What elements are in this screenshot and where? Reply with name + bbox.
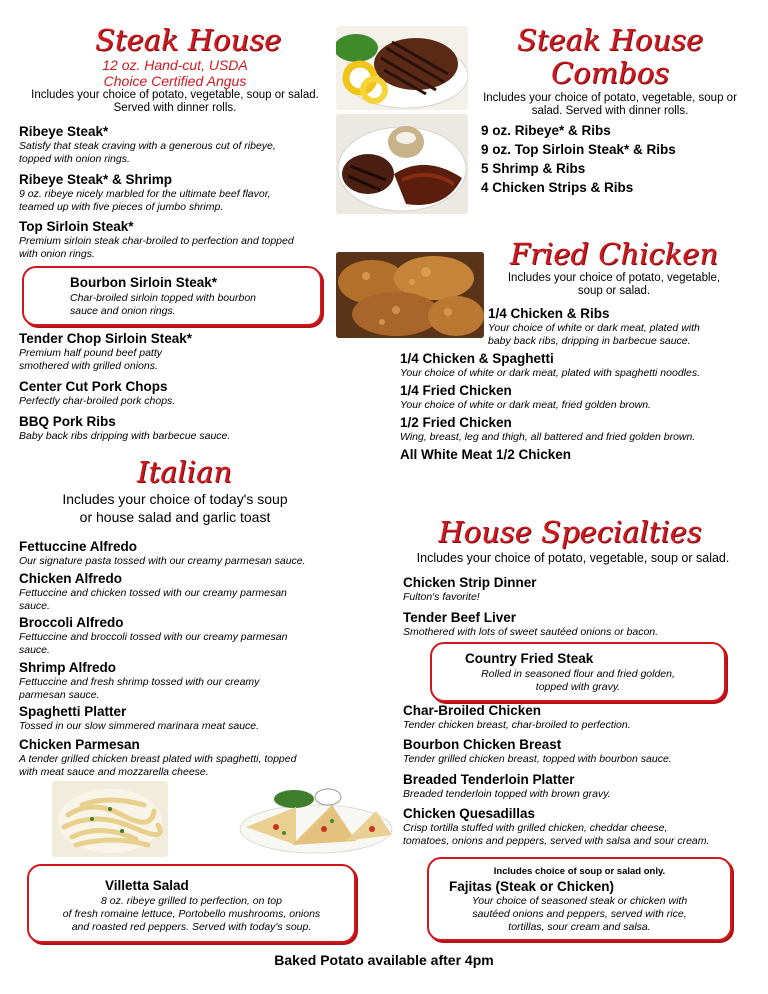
fried-chicken-photo (336, 252, 484, 338)
pasta-photo (52, 781, 168, 857)
menu-item (19, 737, 296, 778)
item-desc: Premium sirloin steak char-broiled to perfection and topped (19, 235, 294, 247)
combo-item: 9 oz. Top Sirloin Steak* & Ribs (481, 142, 676, 157)
menu-item (400, 383, 651, 412)
menu-item (400, 415, 695, 444)
menu-item (19, 615, 287, 656)
item-name: Ribeye Steak* & Shrimp (19, 172, 173, 187)
menu-item (19, 219, 294, 260)
menu-item (403, 610, 658, 639)
item-desc: with meat sauce and mozzarella cheese. (19, 765, 209, 778)
menu-item (19, 704, 259, 733)
menu-item (19, 571, 287, 612)
item-name: Villetta Salad (105, 878, 189, 893)
chicken-intro-2: soup or salad. (577, 285, 651, 297)
item-desc: teamed up with five pieces of jumbo shrimp. (19, 200, 224, 213)
menu-item (19, 379, 175, 408)
steak-intro-2: Served with dinner rolls. (113, 102, 237, 114)
item-desc: Fettuccine and fresh shrimp tossed with our creamy (19, 676, 260, 688)
item-desc: tomatoes, onions and peppers, served with salsa and sour cream. (403, 834, 710, 847)
italian-intro-2: or house salad and garlic toast (79, 509, 271, 525)
item-desc: smothered with grilled onions. (19, 359, 158, 372)
menu-item (403, 806, 709, 847)
item-name: Tender Chop Sirloin Steak* (19, 331, 193, 346)
item-name: Broccoli Alfredo (19, 615, 124, 630)
item-name: BBQ Pork Ribs (19, 414, 116, 429)
item-desc: A tender grilled chicken breast plated with spaghetti, topped (19, 753, 297, 765)
item-name: Country Fried Steak (465, 651, 594, 666)
item-name: All White Meat 1/2 Chicken (400, 447, 572, 462)
item-name: Tender Beef Liver (403, 610, 517, 625)
item-desc: and roasted red peppers. Served with today's soup. (71, 921, 312, 933)
item-desc: topped with gravy. (535, 681, 621, 693)
item-name: Bourbon Sirloin Steak* (70, 275, 218, 290)
menu-item (488, 306, 700, 347)
item-name: 1/4 Fried Chicken (400, 383, 512, 398)
item-desc: Char-broiled sirloin topped with bourbon (70, 292, 257, 304)
item-name: Spaghetti Platter (19, 704, 127, 719)
item-name: Fettuccine Alfredo (19, 539, 138, 554)
menu-item (403, 772, 611, 801)
item-name: Bourbon Chicken Breast (403, 737, 562, 752)
item-desc: Fettuccine and broccoli tossed with our creamy parmesan (19, 631, 288, 643)
steak-house-heading: Steak House (95, 23, 282, 57)
item-desc: Our signature pasta tossed with our creamy parmesan sauce. (19, 555, 306, 567)
item-desc: topped with onion rings. (19, 152, 130, 165)
item-name: Chicken Quesadillas (403, 806, 536, 821)
combo-photo (336, 114, 468, 214)
item-name: Shrimp Alfredo (19, 660, 117, 675)
combos-intro-1: Includes your choice of potato, vegetable, soup or (483, 92, 737, 104)
item-desc: Crisp tortilla stuffed with grilled chicken, cheddar cheese, (403, 822, 668, 834)
item-desc: sauce and onion rings. (70, 305, 176, 317)
item-name: Chicken Parmesan (19, 737, 140, 752)
item-name: 1/4 Chicken & Ribs (488, 306, 610, 321)
item-desc: Your choice of white or dark meat, fried golden brown. (400, 399, 651, 411)
chicken-intro-1: Includes your choice of potato, vegetable, (507, 272, 721, 284)
item-desc: baby back ribs, dripping in barbecue sauce. (488, 334, 691, 347)
fajitas-note: Includes choice of soup or salad only. (493, 866, 666, 877)
menu-item (19, 414, 230, 443)
featured-box-villetta-salad (27, 864, 356, 943)
steak-intro-1: Includes your choice of potato, vegetable, soup or salad. (31, 89, 319, 101)
italian-intro-1: Includes your choice of today's soup (62, 491, 288, 507)
item-desc: sauce. (19, 599, 50, 612)
fried-chicken-heading: Fried Chicken (510, 237, 718, 271)
item-desc: Your choice of seasoned steak or chicken with (471, 895, 688, 907)
footer-note: Baked Potato available after 4pm (274, 952, 494, 968)
item-name: Char-Broiled Chicken (403, 703, 542, 718)
steak-line-2: Choice Certified Angus (103, 73, 247, 89)
combo-item: 5 Shrimp & Ribs (481, 161, 586, 176)
combos-intro-2: salad. Served with dinner rolls. (531, 105, 689, 117)
menu-item (19, 660, 259, 701)
combos-heading-line-1: Steak House (516, 23, 704, 57)
item-desc: Satisfy that steak craving with a generous cut of ribeye, (19, 140, 276, 152)
item-name: 1/2 Fried Chicken (400, 415, 512, 430)
item-desc: Wing, breast, leg and thigh, all battered and fried golden brown. (400, 431, 696, 443)
item-desc: parmesan sauce. (19, 688, 100, 701)
item-desc: Breaded tenderloin topped with brown gravy. (403, 788, 611, 800)
item-name: Chicken Alfredo (19, 571, 123, 586)
menu-item (400, 447, 571, 463)
item-desc: Your choice of white or dark meat, plated with (488, 322, 700, 334)
italian-heading: Italian (137, 455, 232, 489)
combo-item: 4 Chicken Strips & Ribs (481, 180, 634, 195)
specialties-intro: Includes your choice of potato, vegetable, soup or salad. (416, 551, 730, 565)
item-name: Fajitas (Steak or Chicken) (449, 879, 615, 894)
item-desc: Rolled in seasoned flour and fried golden, (481, 668, 675, 680)
item-desc: Tender chicken breast, char-broiled to perfection. (403, 719, 631, 731)
house-specialties-heading: House Specialties (438, 515, 702, 549)
menu-item (403, 737, 672, 766)
featured-box-country-fried-steak (430, 642, 726, 702)
item-desc: with onion rings. (19, 247, 95, 260)
menu-item (403, 575, 537, 604)
menu-item (19, 331, 192, 372)
item-desc: Premium half pound beef patty (19, 347, 163, 359)
item-desc: sauce. (19, 643, 50, 656)
item-desc: of fresh romaine lettuce, Portobello mushrooms, onions (62, 908, 321, 920)
menu-item (400, 351, 700, 380)
combo-item: 9 oz. Ribeye* & Ribs (481, 123, 611, 138)
item-desc: Fettuccine and chicken tossed with our creamy parmesan (19, 587, 287, 599)
item-desc: tortillas, sour cream and salsa. (508, 921, 651, 933)
featured-box-bourbon-sirloin (22, 266, 322, 326)
menu-item (19, 124, 276, 165)
steak-line-1: 12 oz. Hand-cut, USDA (102, 57, 248, 73)
item-desc: sautéed onions and peppers, served with rice, (472, 908, 687, 920)
item-desc: Tender grilled chicken breast, topped with bourbon sauce. (403, 753, 672, 765)
item-name: 1/4 Chicken & Spaghetti (400, 351, 554, 366)
menu-item (403, 703, 631, 732)
item-desc: 8 oz. ribeye grilled to perfection, on top (101, 895, 282, 907)
item-desc: Perfectly char-broiled pork chops. (19, 395, 176, 407)
steak-photo (336, 26, 468, 110)
item-desc: Your choice of white or dark meat, plated with spaghetti noodles. (400, 367, 701, 379)
quesadilla-photo (236, 783, 396, 855)
item-name: Center Cut Pork Chops (19, 379, 168, 394)
item-name: Breaded Tenderloin Platter (403, 772, 575, 787)
menu-item (19, 539, 306, 568)
combos-heading-line-2: Combos (550, 56, 670, 90)
item-name: Chicken Strip Dinner (403, 575, 537, 590)
item-desc: Fulton's favorite! (403, 591, 480, 603)
item-name: Ribeye Steak* (19, 124, 109, 139)
featured-box-fajitas (427, 857, 732, 941)
item-desc: Baby back ribs dripping with barbecue sauce. (19, 430, 231, 442)
item-desc: Smothered with lots of sweet sautéed onions or bacon. (403, 626, 659, 638)
menu-item (19, 172, 271, 213)
item-desc: 9 oz. ribeye nicely marbled for the ultimate beef flavor, (19, 188, 271, 200)
item-desc: Tossed in our slow simmered marinara meat sauce. (19, 720, 260, 732)
item-name: Top Sirloin Steak* (19, 219, 134, 234)
